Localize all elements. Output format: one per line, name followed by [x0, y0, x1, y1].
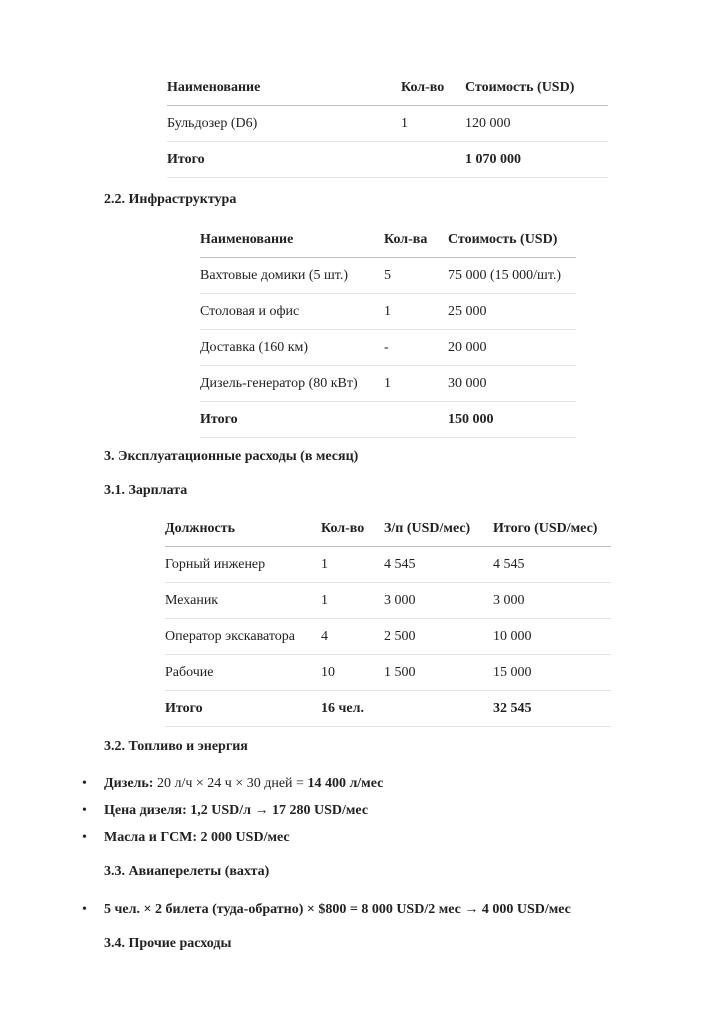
table-cell: 4 545: [493, 547, 611, 583]
salary-table: [165, 511, 611, 727]
table-row: [165, 583, 611, 619]
column-header: Наименование: [167, 70, 401, 106]
table-cell: 10 000: [493, 619, 611, 655]
table-cell: 1 500: [384, 655, 493, 691]
bullet-icon: •: [82, 902, 87, 917]
table-header-row: [167, 70, 608, 106]
column-header: Наименование: [200, 222, 384, 258]
table-cell: Дизель-генератор (80 кВт): [200, 366, 384, 402]
table-total-row: [167, 142, 608, 178]
table-cell: Оператор экскаватора: [165, 619, 321, 655]
table-cell: 5: [384, 258, 448, 294]
section-heading-3-3: 3.3. Авиаперелеты (вахта): [104, 864, 270, 879]
section-heading-3-2: 3.2. Топливо и энергия: [104, 739, 248, 754]
table-cell: 30 000: [448, 366, 576, 402]
table-cell: 1: [384, 366, 448, 402]
table-cell: Доставка (160 км): [200, 330, 384, 366]
infrastructure-table: [200, 222, 576, 438]
table-cell: 32 545: [493, 691, 611, 727]
table-cell: 10: [321, 655, 384, 691]
table-cell: Столовая и офис: [200, 294, 384, 330]
table-cell: [384, 402, 448, 438]
bullet-icon: •: [82, 830, 87, 845]
table-cell: Горный инженер: [165, 547, 321, 583]
table-cell: Рабочие: [165, 655, 321, 691]
table-cell: 4 545: [384, 547, 493, 583]
table-cell: 3 000: [384, 583, 493, 619]
table-cell: [401, 142, 465, 178]
table-row: [165, 655, 611, 691]
table-row: [200, 294, 576, 330]
column-header: Кол-во: [401, 70, 465, 106]
table-cell: 3 000: [493, 583, 611, 619]
list-item-flights: [82, 902, 571, 918]
table-cell: 1 070 000: [465, 142, 608, 178]
table-row: [200, 330, 576, 366]
table-header-row: [165, 511, 611, 547]
table-row: [200, 366, 576, 402]
table-row: [200, 258, 576, 294]
table-cell: 20 000: [448, 330, 576, 366]
table-cell: 16 чел.: [321, 691, 384, 727]
section-heading-3-1: 3.1. Зарплата: [104, 483, 188, 498]
flights-text: 5 чел. × 2 билета (туда-обратно) × $800 = 8 000 USD/2 мес → 4 000 USD/мес: [104, 902, 571, 917]
table-cell: Бульдозер (D6): [167, 106, 401, 142]
column-header: Кол-ва: [384, 222, 448, 258]
table-cell: 2 500: [384, 619, 493, 655]
list-item-diesel: [82, 776, 384, 792]
column-header: З/п (USD/мес): [384, 511, 493, 547]
table-cell: 1: [384, 294, 448, 330]
table-cell: 150 000: [448, 402, 576, 438]
section-heading-3-4: 3.4. Прочие расходы: [104, 936, 232, 951]
table-cell: 1: [401, 106, 465, 142]
oil-text: Масла и ГСМ: 2 000 USD/мес: [104, 830, 290, 845]
column-header: Итого (USD/мес): [493, 511, 611, 547]
section-heading-3: 3. Эксплуатационные расходы (в месяц): [104, 449, 359, 464]
table-cell: -: [384, 330, 448, 366]
diesel-calc: 20 л/ч × 24 ч × 30 дней =: [153, 776, 308, 791]
diesel-label: Дизель:: [104, 776, 154, 791]
table-total-row: [165, 691, 611, 727]
table-cell: Итого: [165, 691, 321, 727]
table-row: [167, 106, 608, 142]
table-cell: 1: [321, 547, 384, 583]
table-cell: 75 000 (15 000/шт.): [448, 258, 576, 294]
column-header: Стоимость (USD): [448, 222, 576, 258]
table-row: [165, 619, 611, 655]
column-header: Стоимость (USD): [465, 70, 608, 106]
diesel-result: 14 400 л/мес: [307, 776, 384, 791]
table-cell: 120 000: [465, 106, 608, 142]
bullet-icon: •: [82, 803, 87, 818]
table-cell: 4: [321, 619, 384, 655]
section-heading-2-2: 2.2. Инфраструктура: [104, 192, 237, 207]
table-cell: [384, 691, 493, 727]
table-cell: 1: [321, 583, 384, 619]
equipment-table: [167, 70, 608, 178]
bullet-icon: •: [82, 776, 87, 791]
table-cell: 25 000: [448, 294, 576, 330]
list-item-diesel-price: [82, 803, 369, 819]
list-item-oil: [82, 830, 290, 846]
column-header: Кол-во: [321, 511, 384, 547]
table-cell: Механик: [165, 583, 321, 619]
table-cell: 15 000: [493, 655, 611, 691]
diesel-price-text: Цена дизеля: 1,2 USD/л → 17 280 USD/мес: [104, 803, 369, 818]
column-header: Должность: [165, 511, 321, 547]
table-cell: Итого: [200, 402, 384, 438]
table-row: [165, 547, 611, 583]
table-header-row: [200, 222, 576, 258]
table-cell: Вахтовые домики (5 шт.): [200, 258, 384, 294]
table-cell: Итого: [167, 142, 401, 178]
table-total-row: [200, 402, 576, 438]
